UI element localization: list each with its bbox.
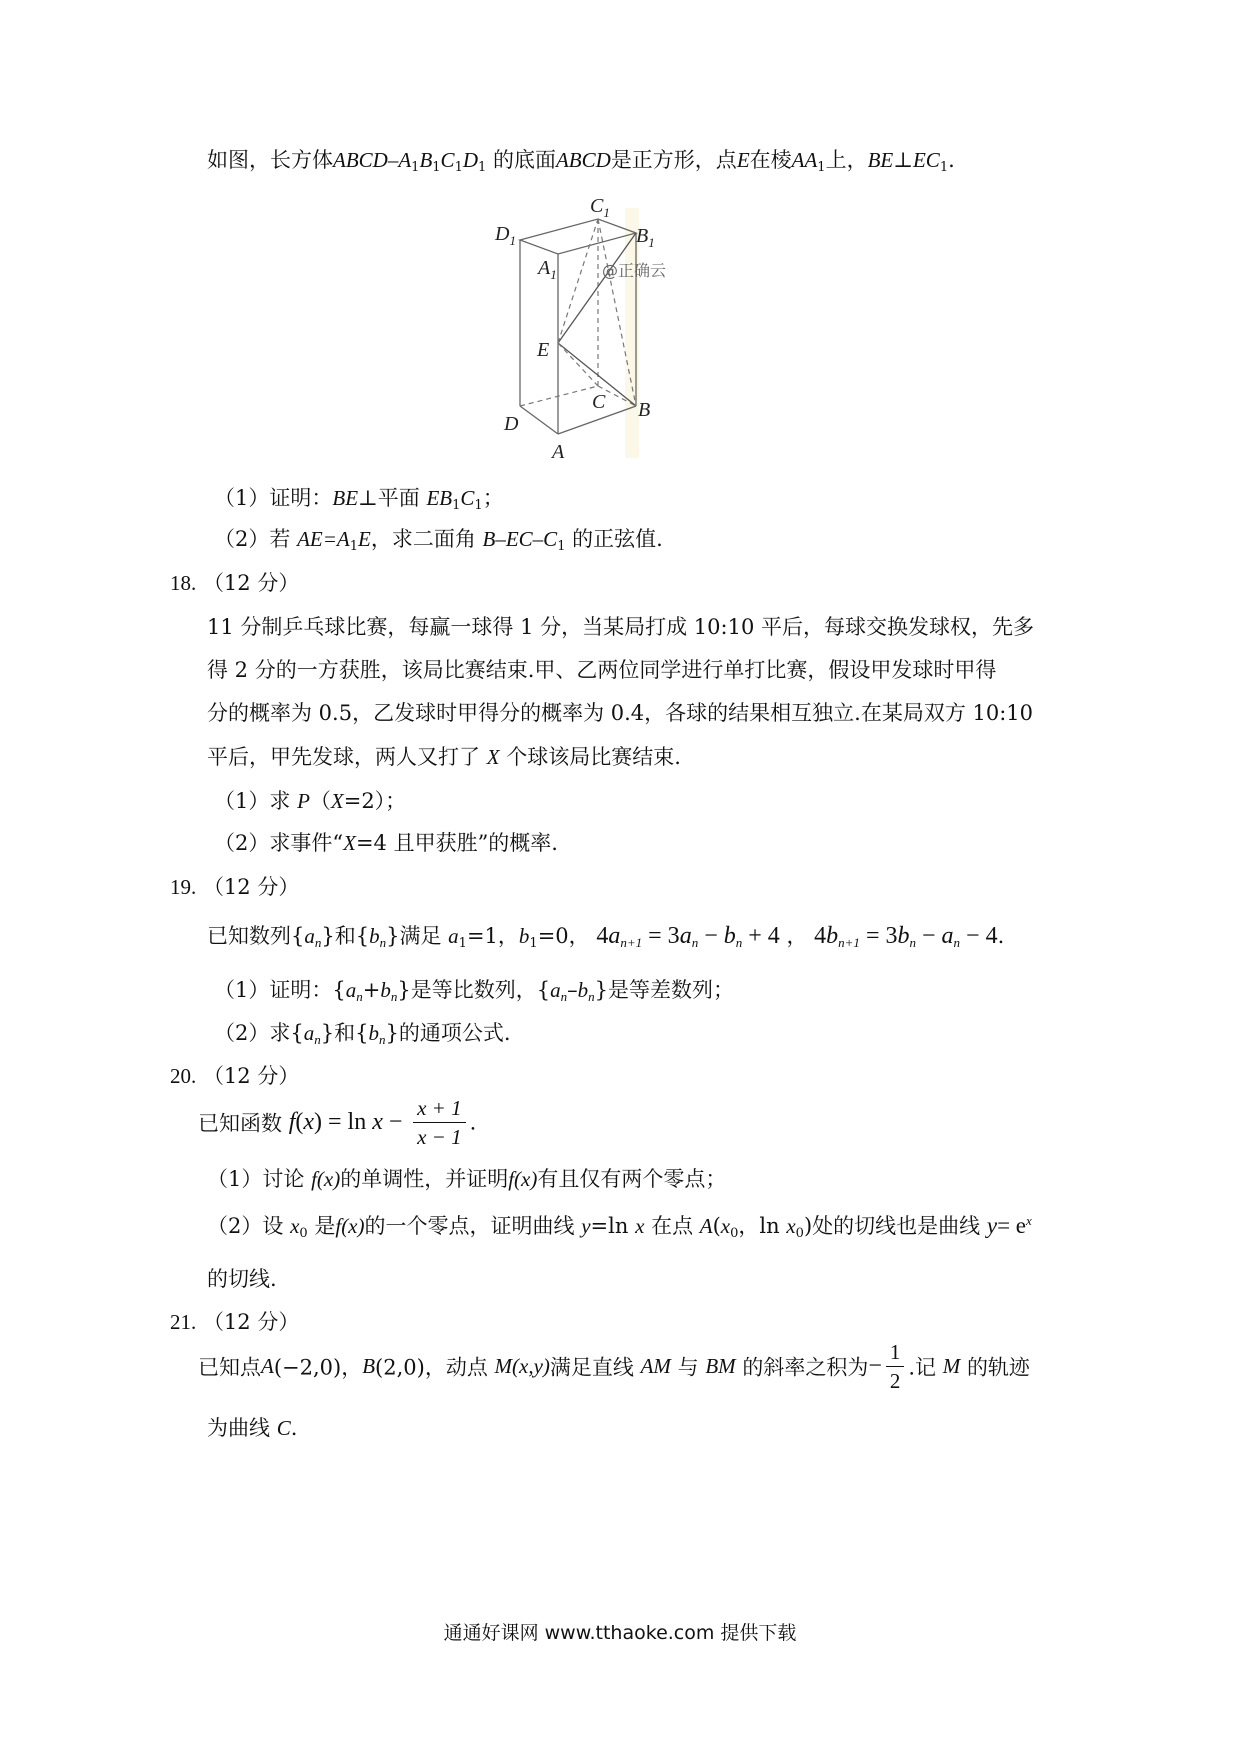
- watermark: @正确云: [602, 261, 667, 280]
- q20-fraction: $\frac{x + 1}{x - 1}$: [413, 1094, 466, 1151]
- q18-line4: 平后，甲先发球，两人又打了 X 个球该局比赛结束.: [207, 745, 681, 769]
- q18-part2: （2）求事件“X=4 且甲获胜”的概率.: [214, 831, 558, 855]
- q20-part1: （1）讨论 f(x)的单调性，并证明f(x)有且仅有两个零点；: [207, 1167, 727, 1191]
- edge-da: [520, 406, 558, 434]
- segment-eb1: [558, 233, 636, 343]
- q20-part2: （2）设 $x_0$ 是f(x)的一个零点，证明曲线 y=ln x 在点 $A(x_0$，$\ln x_0$)处的切线也是曲线 $y= e^x$: [207, 1213, 1032, 1241]
- label-a1: $A_1$: [538, 257, 557, 282]
- q17-part2: （2）若 $AE=A_1E$，求二面角 $B-EC-C_1$ 的正弦值.: [214, 527, 663, 554]
- label-d1: $D_1$: [495, 223, 516, 248]
- q18-line1: 11 分制乒乓球比赛，每赢一球得 1 分，当某局打成 10:10 平后，每球交换发球权，先多: [207, 615, 1034, 639]
- label-b: B: [638, 399, 651, 421]
- q18-line3: 分的概率为 0.5，乙发球时甲得分的概率为 0.4，各球的结果相互独立.在某局双方 10:10: [207, 701, 1034, 725]
- q17-part1: （1）证明：BE⊥平面 $EB_1C_1$；: [214, 486, 504, 513]
- segment-ec: [558, 343, 598, 386]
- q18-part1: （1）求 P（X=2）；: [214, 789, 407, 813]
- problem-17-intro: 如图，长方体ABCD–$A_1B_1C_1D_1$ 的底面ABCD是正方形，点E在棱$AA_1$上，$BE\perp EC_1$.: [207, 148, 955, 175]
- label-d: D: [504, 413, 519, 435]
- q20-function: 已知函数 f(x) = ln x − $\frac{x + 1}{x - 1}$ .: [198, 1096, 477, 1149]
- q19-header: 19. （12 分）: [170, 875, 300, 899]
- q21-header: 21. （12 分）: [170, 1310, 300, 1334]
- q21-fraction: $\frac{1}{2}$: [886, 1338, 905, 1395]
- q19-part2: （2）求$\{a_n\}$和$\{b_n\}$的通项公式.: [214, 1021, 511, 1047]
- q21-line2: 为曲线 C.: [207, 1416, 298, 1440]
- label-a: A: [552, 441, 565, 463]
- top-face: [520, 219, 636, 254]
- edge-dc-hidden: [520, 386, 598, 406]
- q19-equation1: $4a_{n+1} = 3a_n - b_n + 4$: [596, 923, 780, 950]
- cuboid-figure: [495, 195, 760, 463]
- page-footer: 通通好课网 www.tthaoke.com 提供下载: [443, 1622, 797, 1644]
- q18-line2: 得 2 分的一方获胜，该局比赛结束.甲、乙两位同学进行单打比赛，假设甲发球时甲得: [207, 658, 997, 682]
- q19-part1: （1）证明：$\{a_n+b_n\}$是等比数列，$\{a_n-b_n\}$是等差数列；: [214, 978, 734, 1004]
- q20-header: 20. （12 分）: [170, 1064, 300, 1088]
- q20-part2-cont: 的切线.: [207, 1267, 277, 1291]
- q19-line1: 已知数列$\{a_n\}$和$\{b_n\}$满足 $a_1=1$，$b_1=0$， $4a_{n+1} = 3a_n - b_n + 4$ ， $4b_{n+1} = 3b_n - a_n - 4$.: [207, 923, 1005, 951]
- label-c: C: [592, 391, 606, 413]
- label-b1: $B_1$: [636, 225, 655, 250]
- q19-equation2: $4b_{n+1} = 3b_n - a_n - 4$: [814, 923, 998, 950]
- label-c1: $C_1$: [590, 195, 610, 220]
- q21-line1: 已知点A(−2,0)，B(2,0)，动点 M(x,y)满足直线 AM 与 BM 的斜率之积为− $\frac{1}{2}$ .记 M 的轨迹: [198, 1340, 1030, 1393]
- segment-ec1: [558, 219, 598, 343]
- label-e: E: [537, 339, 550, 361]
- q18-header: 18. （12 分）: [170, 571, 300, 595]
